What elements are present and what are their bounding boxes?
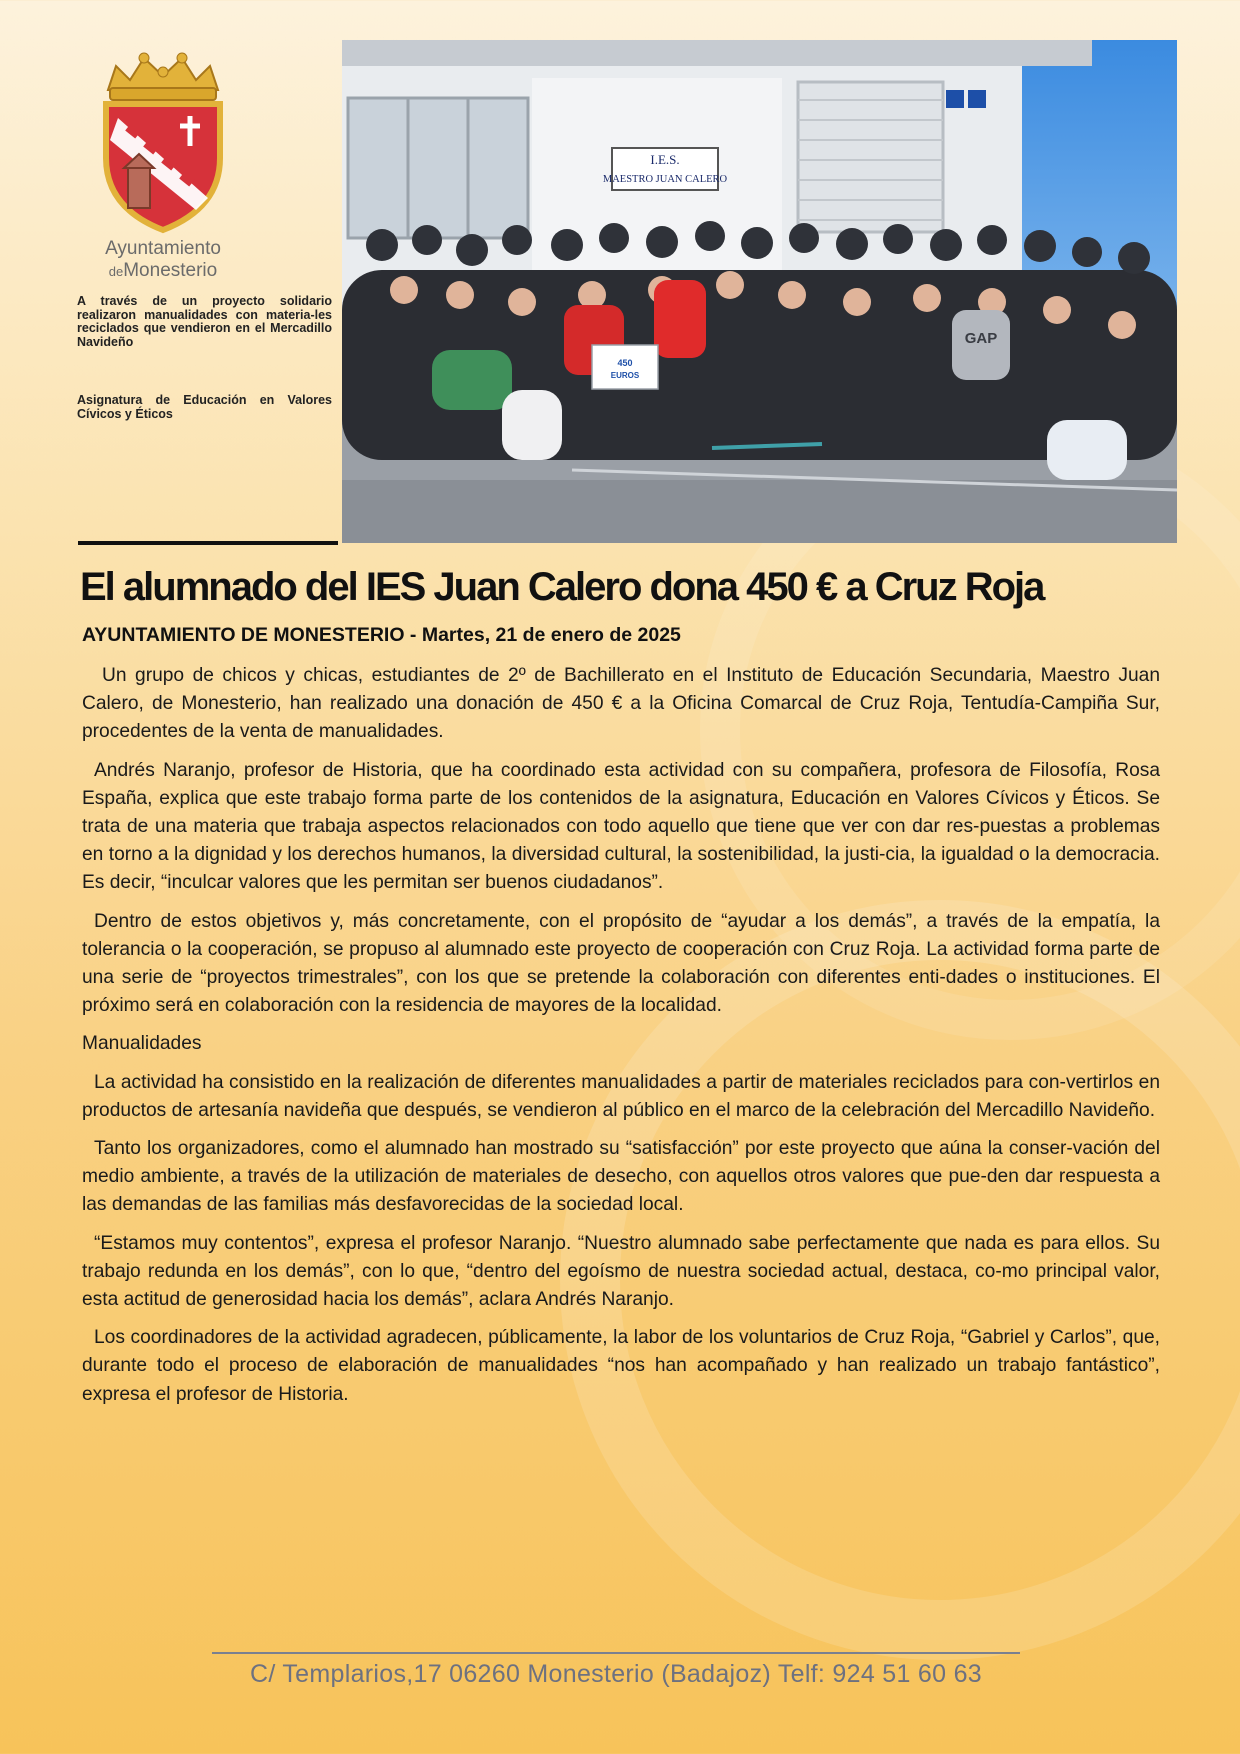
article-paragraph: Andrés Naranjo, profesor de Historia, que ha coordinado esta actividad con su compañera, profesora de Filosofía, Rosa España, explica que este trabajo forma parte de los contenidos de la asignatura, Educación en Valores Cívicos y Éticos. Se trata de una materia que trabaja aspectos relacionados con todo aquello que tiene que ver con dar res-puestas a problemas en torno a la dignidad y los derechos humanos, la diversidad cultural, la sostenibilidad, la justi-cia, la igualdad o la democracia. Es decir, “inculcar valores que les permitan ser buenos ciudadanos”. — [82, 759, 1160, 894]
photo-caption-summary: A través de un proyecto solidario realizaron manualidades con materia-les reciclados que vendieron en el Mercadillo Navideño — [77, 294, 332, 349]
article-paragraph: Un grupo de chicos y chicas, estudiantes de 2º de Bachillerato en el Instituto de Educación Secundaria, Maestro Juan Calero, de Monesterio, han realizado una donación de 450 € a la Oficina Comarcal de Cruz Roja, Tentudía-Campiña Sur, procedentes de la venta de manualidades. — [82, 665, 1160, 743]
cheque-currency: EUROS — [610, 371, 640, 380]
logo-wordmark — [88, 238, 238, 283]
article-paragraph: Dentro de estos objetivos y, más concretamente, con el propósito de “ayudar a los demás”, a través de la empatía, la tolerancia o la cooperación, se propuso al alumnado este proyecto de cooperación con Cruz Roja. La actividad forma parte de una serie de “proyectos trimestrales”, con los que se pretende la colaboración con diferentes enti-dades o instituciones. El próximo será en colaboración con la residencia de mayores de la localidad. — [82, 910, 1160, 1017]
logo-line-ayuntamiento: Ayuntamiento — [105, 238, 221, 259]
footer-divider — [212, 1652, 1020, 1654]
article-paragraph: Tanto los organizadores, como el alumnado han mostrado su “satisfacción” por este proyecto que aúna la conser-vación del medio ambiente, a través de la utilización de materiales de desecho, con aquellos otros valores que pue-den dar respuesta a las demandas de las familias más desfavorecidas de la sociedad local. — [82, 1138, 1160, 1216]
school-sign-line2: MAESTRO JUAN CALERO — [602, 174, 728, 185]
municipal-logo — [88, 48, 238, 288]
group-photo — [342, 40, 1177, 543]
coat-of-arms-icon — [88, 48, 238, 238]
article-headline: El alumnado del IES Juan Calero dona 450 € a Cruz Roja — [80, 565, 1044, 609]
photo-caption-subject: Asignatura de Educación en Valores Cívicos y Éticos — [77, 393, 332, 421]
article-body — [82, 662, 1160, 1419]
article-byline: AYUNTAMIENTO DE MONESTERIO - Martes, 21 de enero de 2025 — [82, 624, 681, 646]
article-subheading: Manualidades — [82, 1033, 202, 1055]
footer-address: C/ Templarios,17 06260 Monesterio (Badajoz) Telf: 924 51 60 63 — [249, 1660, 982, 1688]
article-paragraph: Los coordinadores de la actividad agradecen, públicamente, la labor de los voluntarios de Cruz Roja, “Gabriel y Carlos”, que, durante todo el proceso de elaboración de manualidades “nos han acompañado y han realizado un trabajo fantástico”, expresa el profesor de Historia. — [82, 1327, 1160, 1405]
section-rule — [78, 541, 338, 545]
school-sign-line1: I.E.S. — [650, 152, 680, 167]
cheque-amount: 450 — [617, 358, 633, 368]
shirt-text: GAP — [964, 330, 998, 347]
logo-line-monesterio: Monesterio — [123, 260, 218, 281]
article-paragraph: “Estamos muy contentos”, expresa el profesor Naranjo. “Nuestro alumnado sabe perfectamente que nada es para ellos. Su trabajo redunda en los demás”, con lo que, “dentro del egoísmo de nuestra sociedad actual, destaca, co-mo principal valor, esta actitud de generosidad hacia los demás”, aclara Andrés Naranjo. — [82, 1232, 1160, 1311]
article-paragraph: La actividad ha consistido en la realización de diferentes manualidades a partir de materiales reciclados para con-vertirlos en productos de artesanía navideña que después, se vendieron al público en el marco de la celebración del Mercadillo Navideño. — [82, 1071, 1160, 1121]
group-photo-illustration — [342, 40, 1177, 543]
logo-line-de: de — [108, 264, 124, 279]
